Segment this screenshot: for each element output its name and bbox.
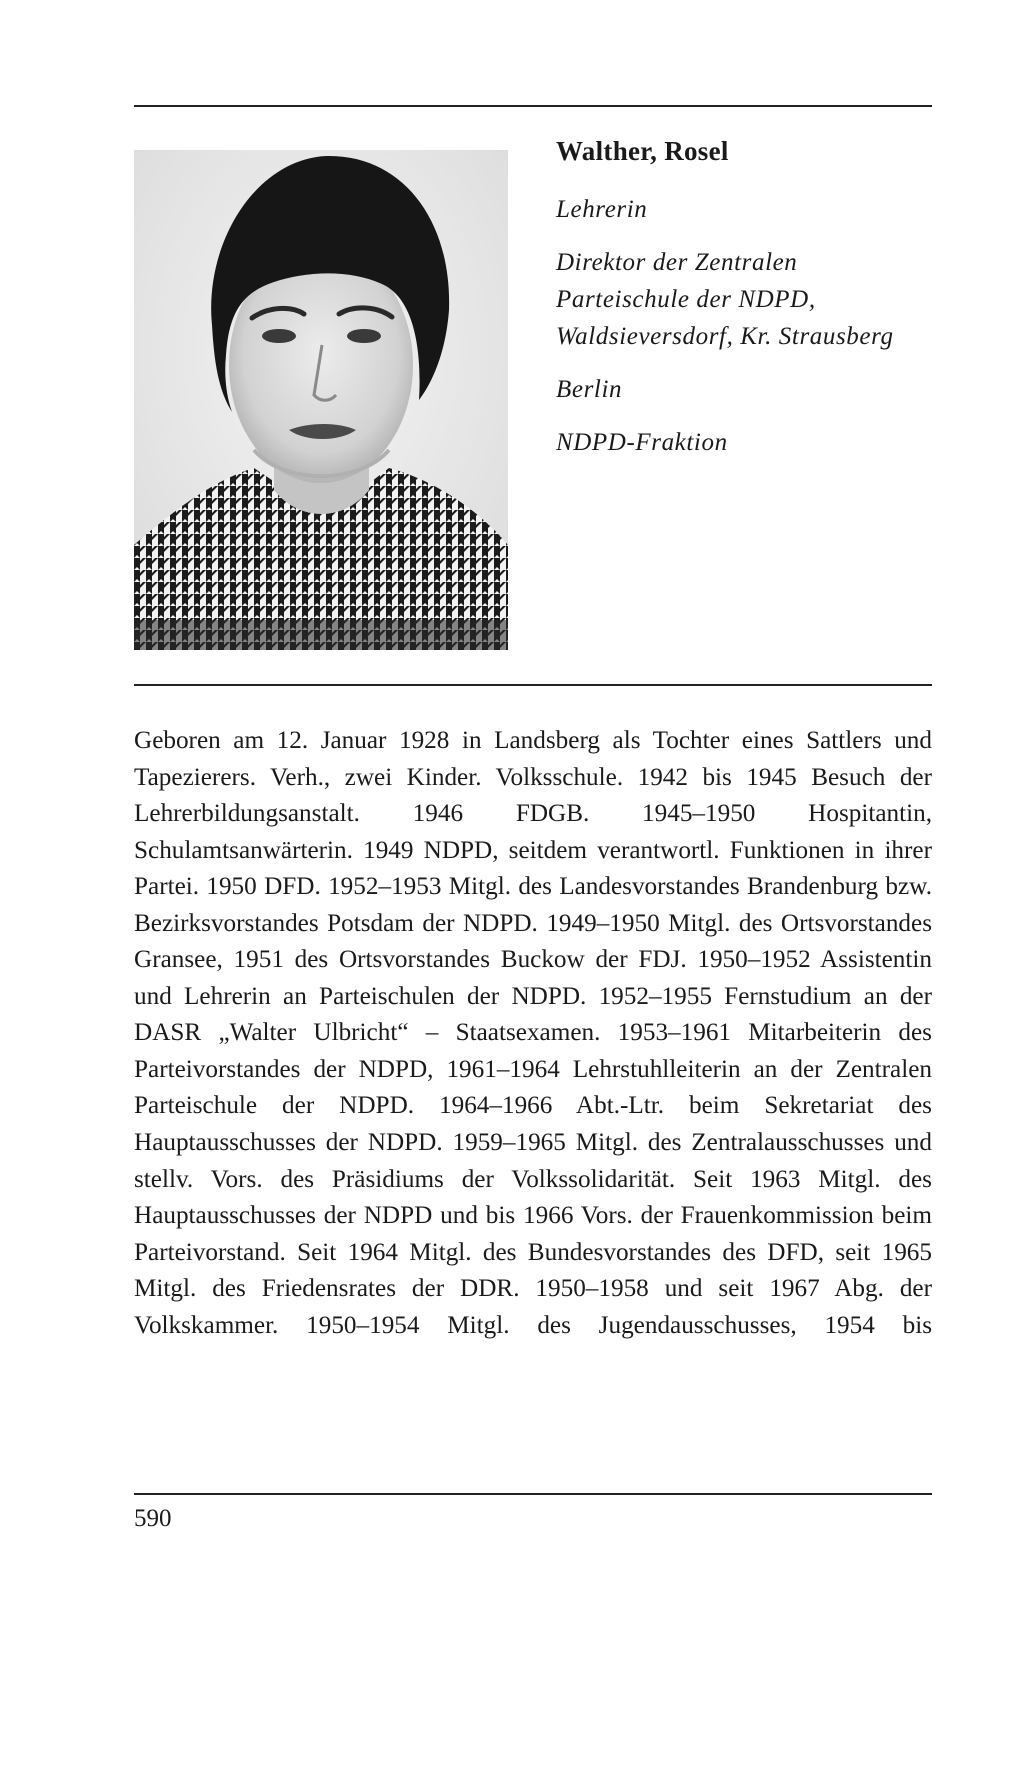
entry-header — [556, 136, 932, 477]
position: Direktor der Zentralen Parteischule der NDPD, Waldsieversdorf, Kr. Strausberg — [556, 249, 894, 350]
page-number: 590 — [134, 1505, 172, 1532]
constituency: Berlin — [556, 376, 623, 403]
portrait-photo-icon — [134, 150, 508, 650]
bottom-rule — [134, 1493, 932, 1495]
person-name: Walther, Rosel — [556, 136, 729, 166]
profession: Lehrerin — [556, 196, 648, 223]
portrait-image — [134, 150, 508, 650]
middle-rule — [134, 684, 932, 686]
top-rule — [134, 105, 932, 107]
biography-text: Geboren am 12. Januar 1928 in Landsberg als Tochter eines Sattlers und Tapezierers. Verh., zwei Kinder. Volksschule. 1942 bis 1945 Besuch der Lehrerbildungsanstalt. 1946 FDGB. 1945–1950 Hospitantin, Schulamtsanwärterin. 1949 NDPD, seitdem verantwortl. Funktionen in ihrer Partei. 1950 DFD. 1952–1953 Mitgl. des Landesvorstandes Brandenburg bzw. Bezirksvorstandes Potsdam der NDPD. 1949–1950 Mitgl. des Ortsvorstandes Gransee, 1951 des Ortsvorstandes Buckow der FDJ. 1950–1952 Assistentin und Lehrerin an Parteischulen der NDPD. 1952–1955 Fernstudium an der DASR „Walter Ulbricht“ – Staatsexamen. 1953–1961 Mitarbeiterin des Parteivorstandes der NDPD, 1961–1964 Lehrstuhlleiterin an der Zentralen Parteischule der NDPD. 1964–1966 Abt.-Ltr. beim Sekretariat des Hauptausschusses der NDPD. 1959–1965 Mitgl. des Zentralausschusses und stellv. Vors. des Präsidiums der Volkssolidarität. Seit 1963 Mitgl. des Hauptausschusses der NDPD und bis 1966 Vors. der Frauenkommission beim Parteivorstand. Seit 1964 Mitgl. des Bundesvorstandes des DFD, seit 1965 Mitgl. des Friedensrates der DDR. 1950–1958 und seit 1967 Abg. der Volkskammer. 1950–1954 Mitgl. des Jugendausschusses, 1954 bis — [134, 727, 932, 1339]
faction: NDPD-Fraktion — [556, 429, 728, 456]
